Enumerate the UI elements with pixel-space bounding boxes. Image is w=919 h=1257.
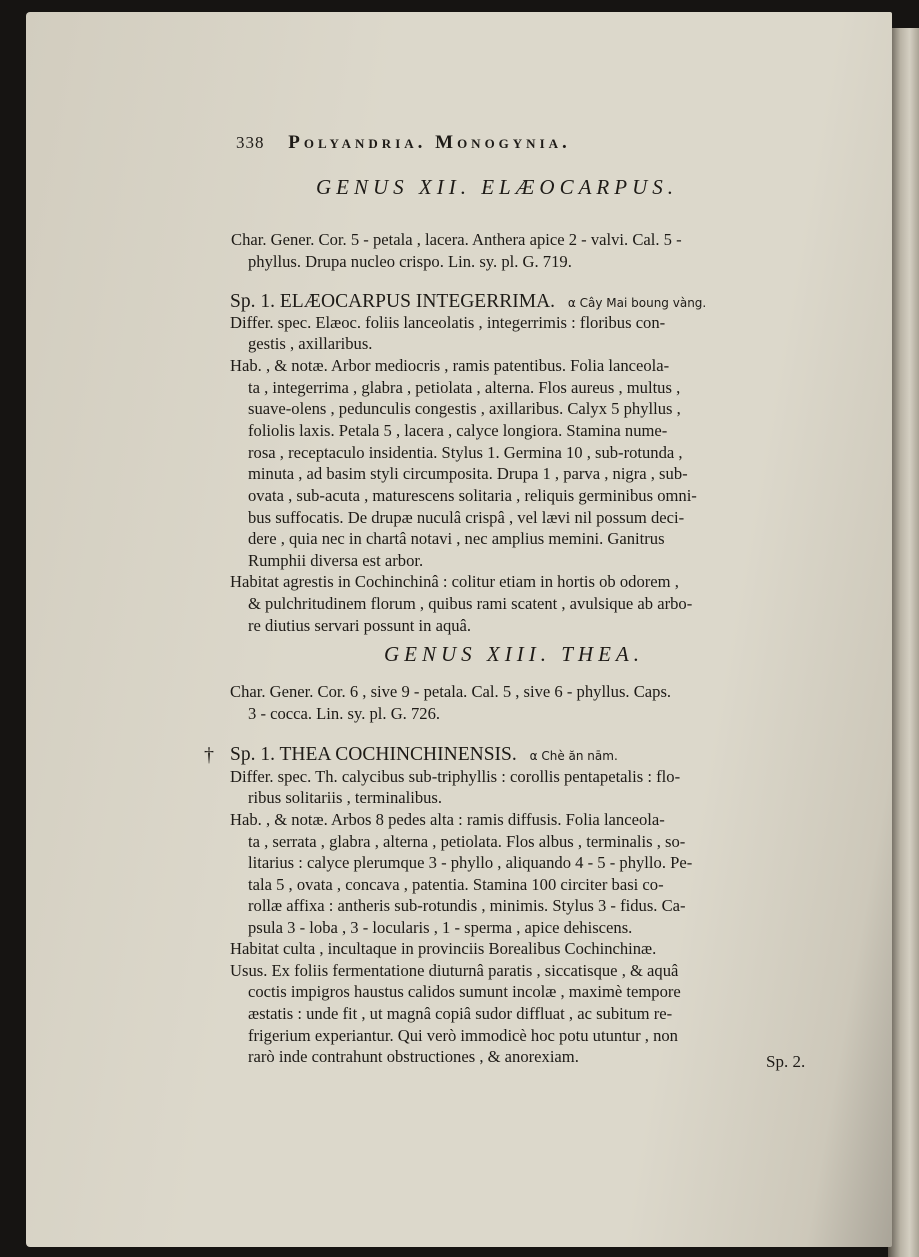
species-2-line: rollæ affixa : antheris sub-rotundis , minimis. Stylus 3 - fidus. Ca-: [248, 896, 686, 915]
species-2-line: Usus. Ex foliis fermentatione diuturnâ paratis , siccatisque , & aquâ: [230, 961, 679, 980]
species-1-line: ta , integerrima , glabra , petiolata , alterna. Flos aureus , multus ,: [248, 378, 681, 397]
species-2-line: psula 3 - loba , 3 - locularis , 1 - sperma , apice dehiscens.: [248, 918, 633, 937]
genus-13-char-line-1: Char. Gener. Cor. 6 , sive 9 - petala. Cal. 5 , sive 6 - phyllus. Caps.: [230, 682, 672, 701]
species-2-vernacular: α Chè ăn nām.: [529, 749, 618, 763]
running-title: Polyandria. Monogynia.: [288, 132, 571, 153]
species-1-line: bus suffocatis. De drupæ nuculâ crispâ , vel lævi nil possum deci-: [248, 508, 685, 527]
species-1-vernacular: α Cây Mai boung vàng.: [567, 296, 707, 310]
species-1-line: rosa , receptaculo insidentia. Stylus 1. Germina 10 , sub-rotunda ,: [248, 443, 683, 462]
species-1-title: Sp. 1. ELÆOCARPUS INTEGERRIMA.: [230, 291, 556, 312]
species-1-heading: [230, 292, 706, 313]
species-1-line: Differ. spec. Elæoc. foliis lanceolatis , integerrimis : floribus con-: [230, 313, 666, 332]
species-1-line: foliolis laxis. Petala 5 , lacera , calyce longiora. Stamina nume-: [248, 421, 668, 440]
species-2-line: coctis impigros haustus calidos sumunt incolæ , maximè tempore: [248, 982, 681, 1001]
species-1-line: re diutius servari possunt in aquâ.: [248, 616, 472, 635]
dagger-mark: †: [204, 744, 214, 766]
genus-12-char-line-2: phyllus. Drupa nucleo crispo. Lin. sy. pl. G. 719.: [248, 252, 572, 271]
species-1-line: Hab. , & notæ. Arbor mediocris , ramis patentibus. Folia lanceola-: [230, 356, 670, 375]
genus-13-char-line-2: 3 - cocca. Lin. sy. pl. G. 726.: [248, 704, 441, 723]
catchword: Sp. 2.: [766, 1052, 806, 1071]
species-1-line: Rumphii diversa est arbor.: [248, 551, 424, 570]
genus-13-title: GENUS XIII. THEA.: [384, 642, 644, 666]
species-2-line: ta , serrata , glabra , alterna , petiolata. Flos albus , terminalis , so-: [248, 832, 686, 851]
page-number: 338: [236, 133, 265, 152]
species-2-line: Hab. , & notæ. Arbos 8 pedes alta : ramis diffusis. Folia lanceola-: [230, 810, 665, 829]
genus-12-title: GENUS XII. ELÆOCARPUS.: [316, 175, 678, 199]
species-1-line: Habitat agrestis in Cochinchinâ : colitur etiam in hortis ob odorem ,: [230, 572, 679, 591]
species-2-line: Differ. spec. Th. calycibus sub-triphyllis : corollis pentapetalis : flo-: [230, 767, 681, 786]
species-2-line: frigerium experiantur. Qui verò immodicè hoc potu utuntur , non: [248, 1026, 678, 1045]
book-page: [26, 12, 892, 1247]
genus-12-char-line-1: Char. Gener. Cor. 5 - petala , lacera. Anthera apice 2 - valvi. Cal. 5 -: [231, 230, 682, 249]
species-2-line: ribus solitariis , terminalibus.: [248, 788, 443, 807]
species-2-heading: [230, 745, 618, 766]
adjacent-page-edge: [888, 28, 919, 1257]
species-1-line: & pulchritudinem florum , quibus rami scatent , avulsique ab arbo-: [248, 594, 693, 613]
species-1-line: suave-olens , pedunculis congestis , axillaribus. Calyx 5 phyllus ,: [248, 399, 681, 418]
species-2-title: Sp. 1. THEA COCHINCHINENSIS.: [230, 744, 517, 765]
species-2-line: rarò inde contrahunt obstructiones , & anorexiam.: [248, 1047, 579, 1066]
species-2-line: tala 5 , ovata , concava , patentia. Stamina 100 circiter basi co-: [248, 875, 664, 894]
species-1-line: minuta , ad basim styli circumposita. Drupa 1 , parva , nigra , sub-: [248, 464, 688, 483]
species-1-line: dere , quia nec in chartâ notavi , nec amplius memini. Ganitrus: [248, 529, 665, 548]
species-1-line: ovata , sub-acuta , maturescens solitaria , reliquis germinibus omni-: [248, 486, 697, 505]
species-1-line: gestis , axillaribus.: [248, 334, 373, 353]
running-header: [236, 132, 571, 154]
species-2-line: Habitat culta , incultaque in provinciis Borealibus Cochinchinæ.: [230, 939, 657, 958]
species-2-line: litarius : calyce plerumque 3 - phyllo , aliquando 4 - 5 - phyllo. Pe-: [248, 853, 693, 872]
species-2-line: æstatis : unde fit , ut magnâ copiâ sudor diffluat , ac subitum re-: [248, 1004, 673, 1023]
